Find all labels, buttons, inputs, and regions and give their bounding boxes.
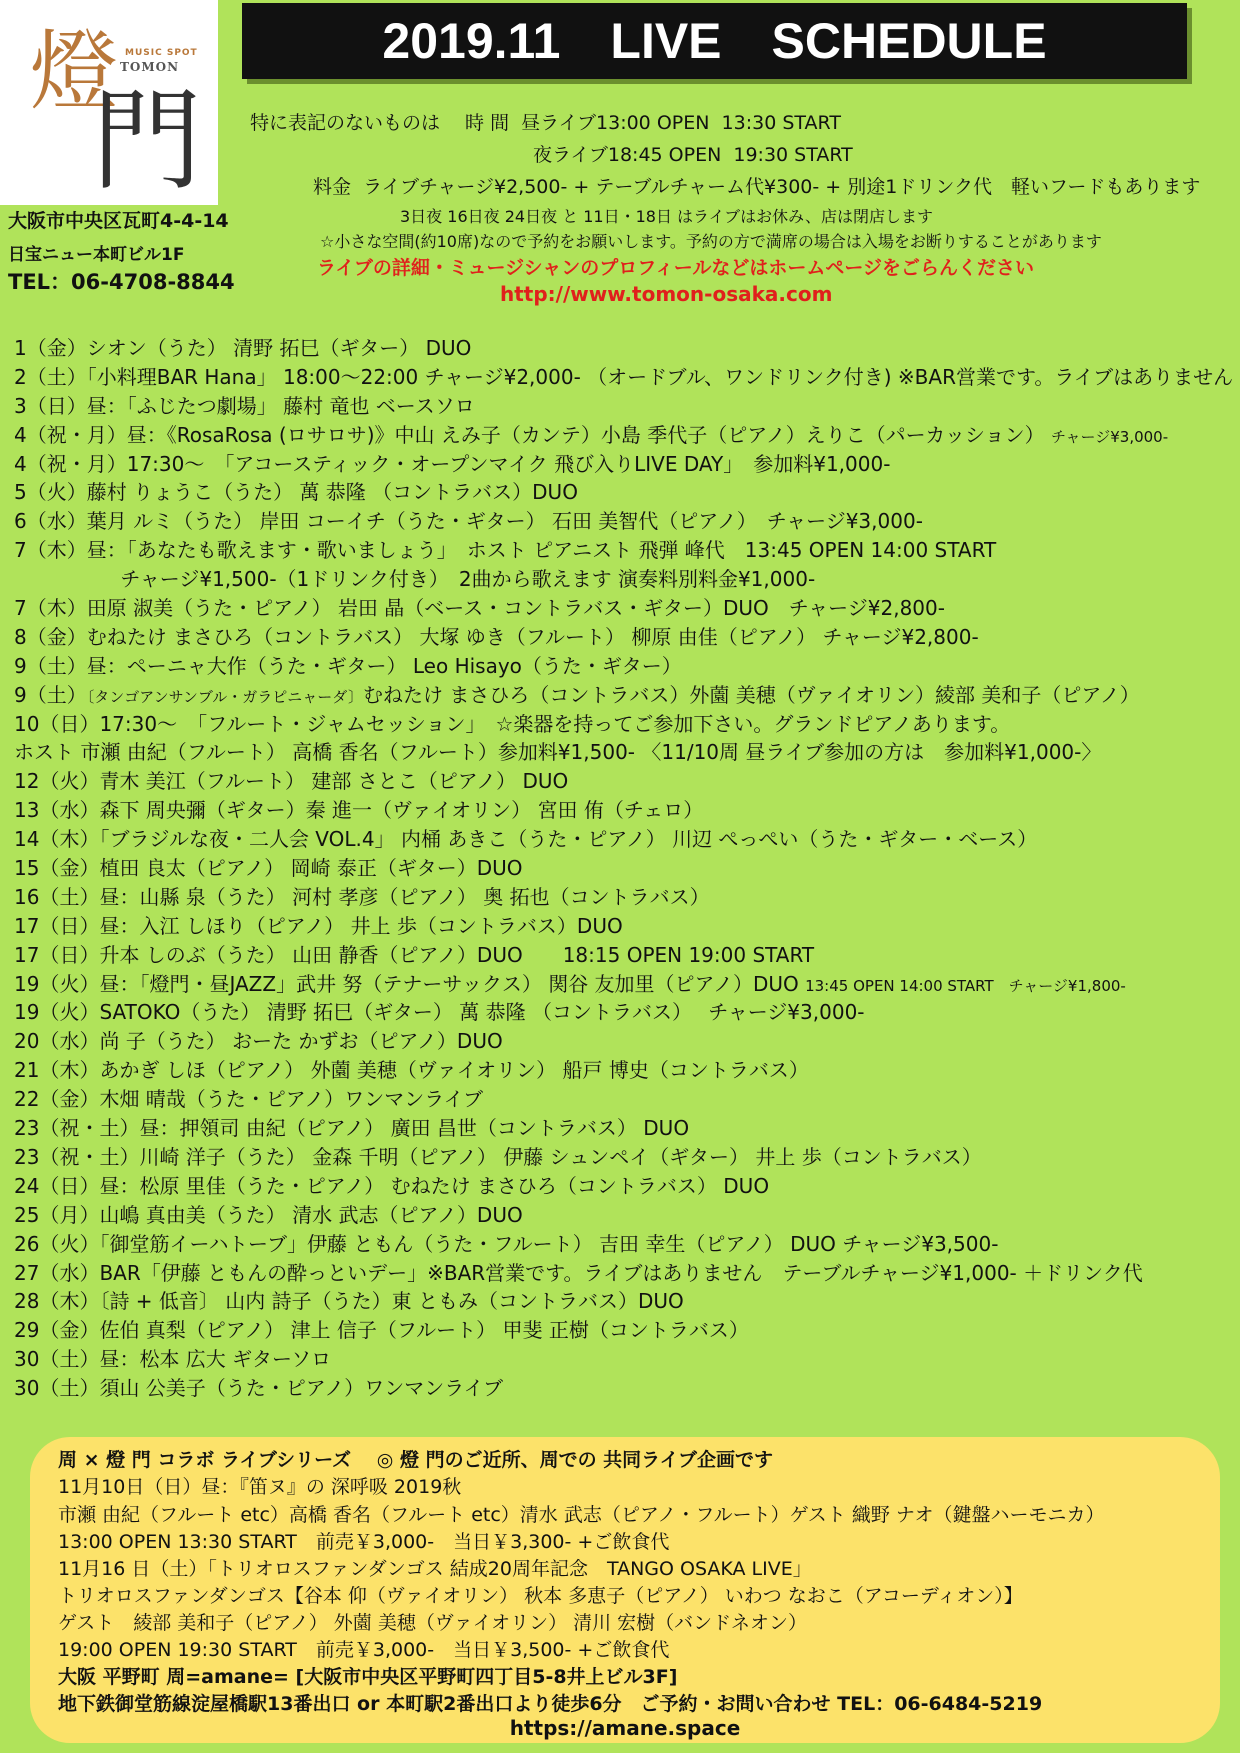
schedule-row: 10（日）17:30〜 「フルート・ジャムセッション」 ☆楽器を持ってご参加下さい。グランドピアノあります。 (14, 711, 1011, 736)
schedule-row: 9（土）昼：ペーニャ大作（うた・ギター） Leo Hisayo（うた・ギター） (14, 653, 682, 678)
schedule-row: 6（水）葉月 ルミ（うた） 岸田 コーイチ（うた・ギター） 石田 美智代（ピアノ） チャージ¥3,000- (14, 509, 923, 534)
schedule-row: 20（水）尚 子（うた） おーた かずお（ピアノ）DUO (14, 1029, 503, 1054)
schedule-row: 27（水）BAR「伊藤 ともんの酔っといデー」※BAR営業です。ライブはありません テーブルチャージ¥1,000- ＋ドリンク代 (14, 1260, 1143, 1285)
logo-sub-2: TOMON (120, 60, 180, 74)
schedule-row: 24（日）昼：松原 里佳（うた・ピアノ） むねたけ まさひろ（コントラバス） DUO (14, 1173, 770, 1198)
schedule-row: チャージ¥1,500-（1ドリンク付き） 2曲から歌えます 演奏料別料金¥1,000- (14, 567, 816, 592)
schedule-title: 2019.11 LIVE SCHEDULE (242, 3, 1187, 79)
info-line-1: 特に表記のないものは 時 間 昼ライブ13:00 OPEN 13:30 START (250, 112, 841, 134)
schedule-row: 30（土）昼：松本 広大 ギターソロ (14, 1347, 332, 1372)
info-line-4: 3日夜 16日夜 24日夜 と 11日・18日 はライブはお休み、店は閉店します (400, 207, 934, 226)
info-line-3: 料金 ライブチャージ¥2,500- + テーブルチャーム代¥300- + 別途1ドリンク代 軽いフードもあります (313, 176, 1201, 198)
logo-kanji-1: 燈 (30, 20, 119, 123)
logo-kanji-2: 門 (92, 77, 202, 205)
schedule-row: 16（土）昼：山縣 泉（うた） 河村 孝彦（ピアノ） 奥 拓也（コントラバス） (14, 884, 710, 909)
schedule-row: 25（月）山嶋 真由美（うた） 清水 武志（ピアノ）DUO (14, 1202, 523, 1227)
schedule-row: 19（火）昼：「燈門・昼JAZZ」武井 努（テナーサックス） 関谷 友加里（ピアノ）DUO 13:45 OPEN 14:00 START チャージ¥1,800- (14, 971, 1126, 996)
schedule-row: 12（火）青木 美江（フルート） 建部 さとこ（ピアノ） DUO (14, 769, 569, 794)
info-line-2: 夜ライブ18:45 OPEN 19:30 START (533, 144, 853, 166)
schedule-row: 4（祝・月）昼：《RosaRosa (ロサロサ)》中山 えみ子（カンテ）小島 季代子（ピアノ）えりこ（パーカッション） チャージ¥3,000- (14, 422, 1169, 447)
website-link[interactable]: http://www.tomon-osaka.com (500, 282, 833, 306)
schedule-row: 3（日）昼：「ふじたつ劇場」 藤村 竜也 ベースソロ (14, 393, 475, 418)
schedule-row: 9（土）〔タンゴアンサンブル・ガラピニャーダ〕むねたけ まさひろ（コントラバス）外薗 美穂（ヴァイオリン）綾部 美和子（ピアノ） (14, 682, 1140, 707)
collab-box (30, 1437, 1220, 1743)
schedule-row: 30（土）須山 公美子（うた・ピアノ）ワンマンライブ (14, 1376, 504, 1401)
schedule-row: 7（木）田原 淑美（うた・ピアノ） 岩田 晶（ベース・コントラバス・ギター）DUO チャージ¥2,800- (14, 596, 945, 621)
collab-title: 周 × 燈 門 コラボ ライブシリーズ ◎ 燈 門のご近所、周での 共同ライブ企画です (58, 1449, 774, 1471)
schedule-row: 21（木）あかぎ しほ（ピアノ） 外薗 美穂（ヴァイオリン） 船戸 博史（コントラバス） (14, 1058, 809, 1083)
tomon-logo (0, 0, 218, 205)
collab-venue: 大阪 平野町 周=amane= [大阪市中央区平野町四丁目5-8井上ビル3F] (58, 1666, 678, 1688)
schedule-row: 17（日）升本 しのぶ（うた） 山田 静香（ピアノ）DUO 18:15 OPEN 19:00 START (14, 942, 815, 967)
info-line-5: ☆小さな空間(約10席)なので予約をお願いします。予約の方で満席の場合は入場をお断りすることがあります (320, 232, 1102, 251)
schedule-row: 29（金）佐伯 真梨（ピアノ） 津上 信子（フルート） 甲斐 正樹（コントラバス） (14, 1318, 749, 1343)
address-line-1: 大阪市中央区瓦町4-4-14 (8, 210, 229, 232)
collab-event-2-performers: トリオロスファンダンゴス【谷本 仰（ヴァイオリン） 秋本 多恵子（ピアノ） いわつ なおこ（アコーディオン）】 (58, 1585, 1023, 1607)
collab-access: 地下鉄御堂筋線淀屋橋駅13番出口 or 本町駅2番出口より徒歩6分 ご予約・お問い合わせ TEL：06-6484-5219 (58, 1693, 1043, 1715)
schedule-row: 8（金）むねたけ まさひろ（コントラバス） 大塚 ゆき（フルート） 柳原 由佳（ピアノ） チャージ¥2,800- (14, 624, 979, 649)
schedule-row: 15（金）植田 良太（ピアノ） 岡崎 泰正（ギター）DUO (14, 856, 523, 881)
info-line-6: ライブの詳細・ミュージシャンのプロフィールなどはホームページをごらんください (317, 257, 1034, 279)
schedule-row: 23（祝・土）川崎 洋子（うた） 金森 千明（ピアノ） 伊藤 シュンペイ（ギター） 井上 歩（コントラバス） (14, 1144, 982, 1169)
schedule-row: 28（木）〔詩 + 低音〕 山内 詩子（うた）東 ともみ（コントラバス）DUO (14, 1289, 684, 1314)
schedule-row: 1（金）シオン（うた） 清野 拓巳（ギター） DUO (14, 336, 472, 360)
schedule-row: 23（祝・土）昼：押領司 由紀（ピアノ） 廣田 昌世（コントラバス） DUO (14, 1116, 690, 1141)
schedule-row: 14（木）「ブラジルな夜・二人会 VOL.4」 内桶 あきこ（うた・ピアノ） 川辺 ぺっぺい（うた・ギター・ベース） (14, 827, 1038, 852)
schedule-row: 26（火）「御堂筋イーハトーブ」伊藤 ともん（うた・フルート） 吉田 幸生（ピアノ） DUO チャージ¥3,500- (14, 1231, 999, 1256)
collab-event-2-guests: ゲスト 綾部 美和子（ピアノ） 外薗 美穂（ヴァイオリン） 清川 宏樹（バンドネオン） (58, 1612, 807, 1634)
collab-event-1-time: 13:00 OPEN 13:30 START 前売￥3,000- 当日￥3,300- +ご飲食代 (58, 1531, 670, 1553)
schedule-row: 7（木）昼：「あなたも歌えます・歌いましょう」 ホスト ピアニスト 飛弾 峰代 13:45 OPEN 14:00 START (14, 538, 997, 563)
address-tel: TEL：06-4708-8844 (8, 270, 235, 294)
schedule-row: 13（水）森下 周央彌（ギター）秦 進一（ヴァイオリン） 宮田 侑（チェロ） (14, 798, 704, 823)
schedule-row: ホスト 市瀬 由紀（フルート） 高橋 香名（フルート）参加料¥1,500- 〈11/10周 昼ライブ参加の方は 参加料¥1,000-〉 (14, 740, 1102, 765)
collab-event-2-title: 11月16 日（土）「トリオロスファンダンゴス 結成20周年記念 TANGO OSAKA LIVE」 (58, 1558, 812, 1580)
schedule-row: 2（土）「小料理BAR Hana」 18:00〜22:00 チャージ¥2,000- （オードブル、ワンドリンク付き) ※BAR営業です。ライブはありません (14, 364, 1234, 389)
amane-link[interactable]: https://amane.space (509, 1716, 741, 1740)
schedule-row: 19（火）SATOKO（うた） 清野 拓巳（ギター） 萬 恭隆 （コントラバス） チャージ¥3,000- (14, 1000, 865, 1025)
schedule-list (14, 334, 1236, 1403)
collab-event-1-title: 11月10日（日）昼：『笛ヌ』の 深呼吸 2019秋 (58, 1476, 462, 1498)
schedule-row: 17（日）昼：入江 しほり（ピアノ） 井上 歩（コントラバス）DUO (14, 913, 623, 938)
collab-event-2-time: 19:00 OPEN 19:30 START 前売￥3,000- 当日￥3,500- +ご飲食代 (58, 1639, 670, 1661)
address-line-2: 日宝ニュー本町ビル1F (8, 245, 185, 265)
logo-sub-1: MUSIC SPOT (125, 48, 198, 58)
collab-event-1-performers: 市瀬 由紀（フルート etc）高橋 香名（フルート etc）清水 武志（ピアノ・フルート）ゲスト 織野 ナオ（鍵盤ハーモニカ） (58, 1504, 1105, 1526)
schedule-row: 22（金）木畑 晴哉（うた・ピアノ）ワンマンライブ (14, 1087, 484, 1112)
schedule-row: 5（火）藤村 りょうこ（うた） 萬 恭隆 （コントラバス）DUO (14, 480, 578, 505)
schedule-row: 4（祝・月）17:30〜 「アコースティック・オープンマイク 飛び入りLIVE DAY」 参加料¥1,000- (14, 451, 891, 476)
